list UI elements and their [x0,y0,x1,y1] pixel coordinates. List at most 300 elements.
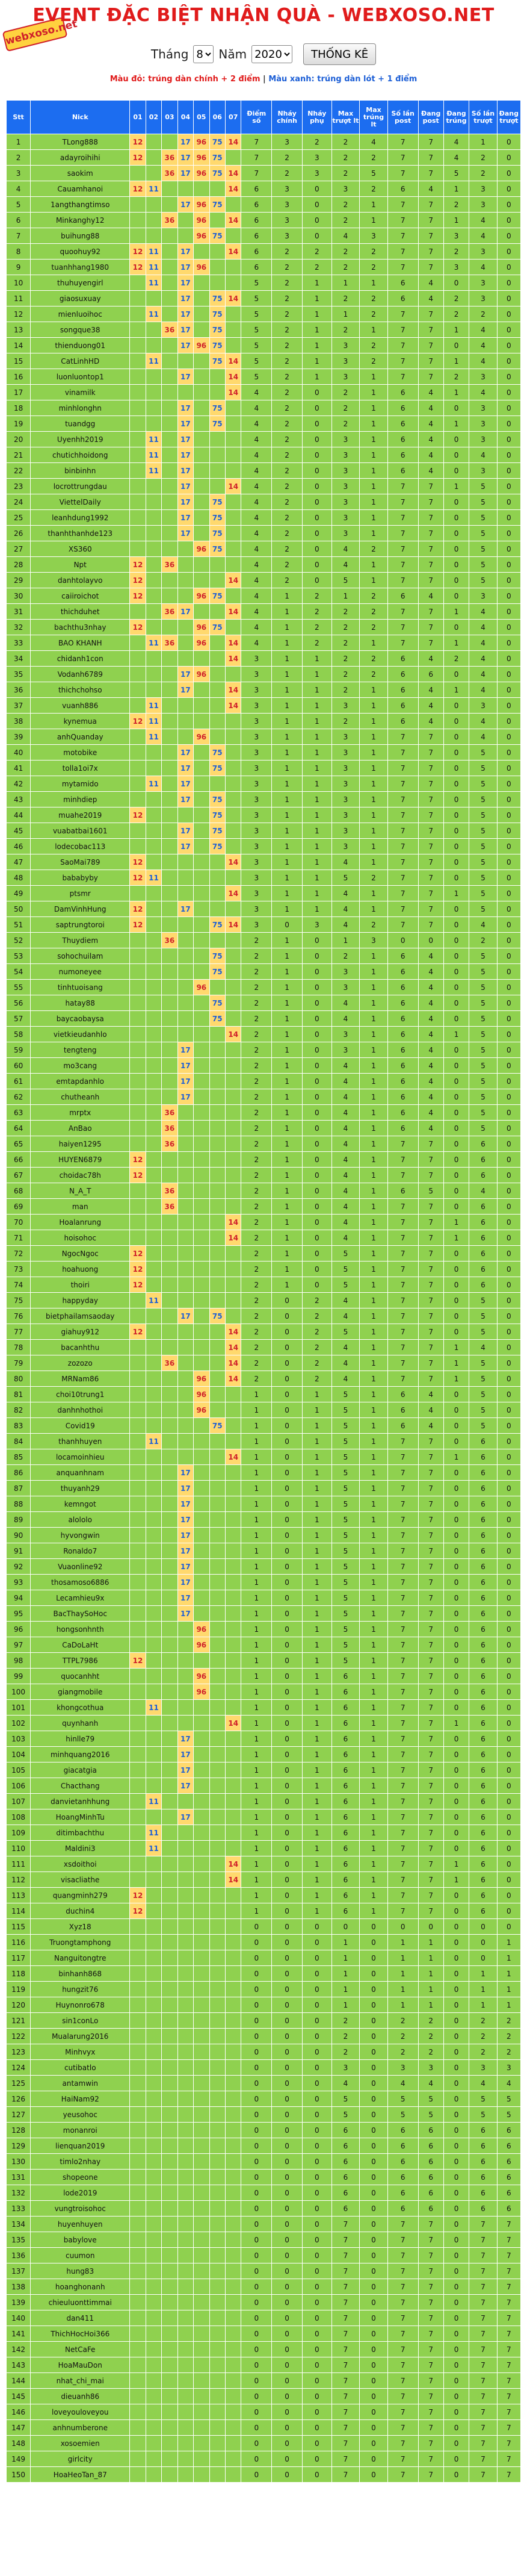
day-hit-cell [162,2420,177,2436]
nick-cell[interactable]: DamVinhHung [31,901,130,917]
day-hit-cell [130,2342,146,2357]
row-index: 112 [7,1872,31,1888]
nick-cell[interactable]: giacatgia [31,1762,130,1778]
nick-cell[interactable]: Hoalanrung [31,1215,130,1230]
month-select[interactable] [193,45,214,63]
day-hit-cell [225,2279,241,2295]
nick-cell[interactable]: locrottrungdau [31,479,130,494]
nick-cell[interactable]: quoohuy92 [31,244,130,260]
nick-cell[interactable]: CatLinhHD [31,353,130,369]
stat-cell: 0 [360,2154,388,2170]
stat-cell: 0 [443,275,469,291]
nick-cell[interactable]: hoanghonanh [31,2279,130,2295]
nick-cell[interactable]: songque38 [31,322,130,338]
table-row [7,964,521,980]
year-select[interactable] [251,45,292,63]
nick-cell[interactable]: TLong888 [31,134,130,150]
table-row [7,2342,521,2357]
stat-cell: 1 [303,1809,332,1825]
nick-cell[interactable]: duchin4 [31,1903,130,1919]
nick-cell[interactable]: muahe2019 [31,807,130,823]
stat-cell: 0 [497,1011,520,1027]
day-hit-cell [146,2154,161,2170]
nick-cell[interactable]: chieuluonttimmai [31,2295,130,2310]
stat-cell: 2 [272,463,303,479]
nick-cell[interactable]: leanhdung1992 [31,510,130,526]
nick-cell[interactable]: visacliathe [31,1872,130,1888]
nick-cell[interactable]: minhdiep [31,792,130,807]
stat-cell: 7 [387,1277,418,1293]
stat-cell: 4 [418,588,443,604]
nick-cell[interactable]: HoaMauDon [31,2357,130,2373]
nick-cell[interactable]: ditimbachthu [31,1825,130,1841]
stat-cell: 6 [331,1809,360,1825]
stat-cell: 0 [241,2467,272,2483]
row-index: 121 [7,2013,31,2029]
stat-cell: 6 [469,1152,498,1168]
nick-cell[interactable]: MRNam86 [31,1371,130,1387]
nick-cell[interactable]: Nanguitongtre [31,1950,130,1966]
nick-cell[interactable]: mienluoihoc [31,306,130,322]
nick-cell[interactable]: Xyz18 [31,1919,130,1935]
day-hit-cell: 14 [225,385,241,400]
nick-cell[interactable]: nhat_chi_mai [31,2373,130,2389]
nick-cell[interactable]: vinamilk [31,385,130,400]
stat-cell: 0 [443,1575,469,1590]
nick-cell[interactable]: XS360 [31,541,130,557]
day-hit-cell [146,1058,161,1074]
stat-cell: 3 [272,134,303,150]
row-index: 30 [7,588,31,604]
nick-cell[interactable]: choidac78h [31,1168,130,1183]
nick-cell[interactable]: tolla1oi7x [31,761,130,776]
nick-cell[interactable]: AnBao [31,1121,130,1136]
nick-cell[interactable]: tinhtuoisang [31,980,130,995]
stat-cell: 6 [387,432,418,447]
nick-cell[interactable]: vietkieudanhlo [31,1027,130,1042]
nick-cell[interactable]: loveyouloveyou [31,2404,130,2420]
stat-cell: 5 [469,2107,498,2123]
nick-cell[interactable]: mrptx [31,1105,130,1121]
nick-cell[interactable]: Cauamhanoi [31,181,130,197]
nick-cell[interactable]: Huynonro678 [31,1997,130,2013]
day-hit-cell [146,1856,161,1872]
stat-cell: 3 [331,745,360,761]
day-hit-cell: 17 [177,761,193,776]
nick-cell[interactable]: vuanh886 [31,698,130,714]
day-hit-cell [162,1434,177,1449]
nick-cell[interactable]: thienduong01 [31,338,130,353]
day-hit-cell [225,2310,241,2326]
nick-cell[interactable]: lode2019 [31,2185,130,2201]
nick-cell[interactable]: hinlle79 [31,1731,130,1747]
nick-cell[interactable]: sin1conLo [31,2013,130,2029]
stat-cell: 1 [303,1700,332,1716]
stat-cell: 0 [497,1183,520,1199]
nick-cell[interactable]: alololo [31,1512,130,1528]
table-row [7,1935,521,1950]
day-hit-cell: 75 [209,526,225,541]
nick-cell[interactable]: anhQuanday [31,729,130,745]
day-hit-cell [130,1684,146,1700]
day-hit-cell [146,1074,161,1089]
nick-cell[interactable]: luonluontop1 [31,369,130,385]
nick-cell[interactable]: ViettelDaily [31,494,130,510]
nick-cell[interactable]: vuabatbai1601 [31,823,130,839]
nick-cell[interactable]: monanroi [31,2123,130,2138]
stat-cell: 7 [387,870,418,886]
nick-cell[interactable]: Uyenhh2019 [31,432,130,447]
stat-cell: 7 [418,573,443,588]
table-row [7,181,521,197]
stat-cell: 0 [497,1230,520,1246]
stat-cell: 6 [241,244,272,260]
nick-cell[interactable]: Truongtamphong [31,1935,130,1950]
nick-cell[interactable]: Npt [31,557,130,573]
stat-cell: 0 [497,839,520,854]
nick-cell[interactable]: kynemua [31,714,130,729]
stat-cell: 1 [241,1809,272,1825]
nick-cell[interactable]: HoaHeoTan_87 [31,2467,130,2483]
row-index: 78 [7,1340,31,1355]
nick-cell[interactable]: lodecobac113 [31,839,130,854]
table-row [7,2326,521,2342]
nick-cell[interactable]: Maldini3 [31,1841,130,1856]
nick-cell[interactable]: khongcothua [31,1700,130,1716]
nick-cell[interactable]: locamoinhieu [31,1449,130,1465]
stat-cell: 7 [469,2420,498,2436]
nick-cell[interactable]: danvietanhhung [31,1794,130,1809]
nick-cell[interactable]: mo3cang [31,1058,130,1074]
stat-cell: 2 [443,651,469,667]
stat-cell: 7 [418,353,443,369]
row-index: 19 [7,416,31,432]
day-hit-cell [225,541,241,557]
nick-cell[interactable]: chidanh1con [31,651,130,667]
nick-cell[interactable]: thanhthanhde123 [31,526,130,541]
day-hit-cell [146,1935,161,1950]
nick-cell[interactable]: Mualarung2016 [31,2029,130,2044]
day-hit-cell [194,557,209,573]
nick-cell[interactable]: baycaobaysa [31,1011,130,1027]
stat-cell: 0 [241,1982,272,1997]
nick-cell[interactable]: hoisohoc [31,1230,130,1246]
nick-cell[interactable]: NetCaFe [31,2342,130,2357]
stat-cell: 6 [469,1700,498,1716]
nick-cell[interactable]: thosamoso6886 [31,1575,130,1590]
row-index: 53 [7,948,31,964]
row-index: 23 [7,479,31,494]
nick-cell[interactable]: tuandgg [31,416,130,432]
stat-cell: 7 [418,2217,443,2232]
stat-cell: 7 [418,2373,443,2389]
nick-cell[interactable]: quocanhht [31,1669,130,1684]
nick-cell[interactable]: bababyby [31,870,130,886]
nick-cell[interactable]: lienquan2019 [31,2138,130,2154]
stat-cell: 7 [387,792,418,807]
nick-cell[interactable]: Vodanh6789 [31,667,130,682]
stat-cell: 0 [360,2310,388,2326]
day-hit-cell: 14 [225,1872,241,1888]
stat-cell: 0 [443,1950,469,1966]
nick-cell[interactable]: anhnumberone [31,2420,130,2436]
nick-cell[interactable]: antamwin [31,2076,130,2091]
day-hit-cell [209,2232,225,2248]
stat-cell: 0 [443,933,469,948]
stat-cell: 5 [469,839,498,854]
day-hit-cell [177,2138,193,2154]
stat-cell: 2 [303,244,332,260]
stat-cell: 0 [443,1308,469,1324]
day-hit-cell [130,839,146,854]
nick-cell[interactable]: motobike [31,745,130,761]
day-hit-cell [162,2404,177,2420]
nick-cell[interactable]: anquanhnam [31,1465,130,1481]
nick-cell[interactable]: giangmobile [31,1684,130,1700]
day-hit-cell [225,447,241,463]
stat-cell: 3 [469,400,498,416]
stat-cell: 7 [497,2357,520,2373]
nick-cell[interactable]: mytamido [31,776,130,792]
nick-cell[interactable]: hatay88 [31,995,130,1011]
nick-cell[interactable]: huyenhuyen [31,2217,130,2232]
stat-cell: 1 [360,1559,388,1575]
nick-cell[interactable]: bachthu3nhay [31,620,130,635]
nick-cell[interactable]: Lecamhieu9x [31,1590,130,1606]
nick-cell[interactable]: numoneyee [31,964,130,980]
nick-cell[interactable]: haiyen1295 [31,1136,130,1152]
nick-cell[interactable]: giaosuxuay [31,291,130,306]
nick-cell[interactable]: xosoemien [31,2436,130,2451]
nick-cell[interactable]: tengteng [31,1042,130,1058]
day-hit-cell [194,1042,209,1058]
table-row [7,557,521,573]
day-hit-cell [225,1136,241,1152]
nick-cell[interactable]: HUYEN6879 [31,1152,130,1168]
nick-cell[interactable]: minhlonghn [31,400,130,416]
nick-cell[interactable]: giahuy912 [31,1324,130,1340]
nick-cell[interactable]: man [31,1199,130,1215]
day-hit-cell [162,2107,177,2123]
stat-cell: 0 [360,2389,388,2404]
stat-cell: 4 [241,541,272,557]
nick-cell[interactable]: Thuydiem [31,933,130,948]
nick-cell[interactable]: danhtolayvo [31,573,130,588]
nick-cell[interactable]: shopeone [31,2170,130,2185]
stat-cell: 6 [331,1778,360,1794]
nick-cell[interactable]: thanhhuyen [31,1434,130,1449]
stat-cell: 0 [497,166,520,181]
nick-cell[interactable]: 1angthangtimso [31,197,130,213]
nick-cell[interactable]: HaiNam92 [31,2091,130,2107]
stat-cell: 0 [303,2170,332,2185]
nick-cell[interactable]: bietphailamsaoday [31,1308,130,1324]
submit-stats-button[interactable]: THỐNG KÊ [303,43,376,65]
row-index: 4 [7,181,31,197]
day-hit-cell: 96 [194,150,209,166]
table-row [7,1606,521,1622]
day-hit-cell [177,541,193,557]
nick-cell[interactable]: thichduhet [31,604,130,620]
nick-cell[interactable]: saptrungtoroi [31,917,130,933]
day-hit-cell [177,228,193,244]
stat-cell: 0 [497,244,520,260]
nick-cell[interactable]: thuyanh29 [31,1481,130,1496]
nick-cell[interactable]: CaDoLaHt [31,1637,130,1653]
stat-cell: 6 [469,1215,498,1230]
day-hit-cell [225,1731,241,1747]
nick-cell[interactable]: Ronaldo7 [31,1543,130,1559]
day-hit-cell [130,1215,146,1230]
stat-cell: 0 [443,901,469,917]
stat-cell: 3 [303,150,332,166]
stat-cell: 4 [331,1183,360,1199]
nick-cell[interactable]: saokim [31,166,130,181]
nick-cell[interactable]: BacThaySoHoc [31,1606,130,1622]
day-hit-cell [225,995,241,1011]
nick-cell[interactable]: hyvongwin [31,1528,130,1543]
day-hit-cell [177,1888,193,1903]
stat-cell: 3 [469,275,498,291]
nick-cell[interactable]: caiiroichot [31,588,130,604]
nick-cell[interactable]: xsdoithoi [31,1856,130,1872]
stat-cell: 0 [241,2420,272,2436]
day-hit-cell [162,400,177,416]
stat-cell: 7 [418,1543,443,1559]
day-hit-cell: 17 [177,604,193,620]
day-hit-cell [130,1136,146,1152]
table-row [7,2185,521,2201]
table-row [7,1575,521,1590]
stat-cell: 6 [387,2123,418,2138]
nick-cell[interactable]: sohochuilam [31,948,130,964]
nick-cell[interactable]: BAO KHANH [31,635,130,651]
nick-cell[interactable]: bacanhthu [31,1340,130,1355]
nick-cell[interactable]: quynhanh [31,1716,130,1731]
stat-cell: 2 [272,541,303,557]
nick-cell[interactable]: thichchohso [31,682,130,698]
stat-cell: 6 [331,1872,360,1888]
nick-cell[interactable]: happyday [31,1293,130,1308]
stat-cell: 0 [443,854,469,870]
stat-cell: 5 [331,1543,360,1559]
nick-cell[interactable]: zozozo [31,1355,130,1371]
stat-cell: 0 [303,1246,332,1262]
stat-cell: 0 [272,1997,303,2013]
nick-cell[interactable]: hung83 [31,2263,130,2279]
nick-cell[interactable]: minhquang2016 [31,1747,130,1762]
stat-cell: 4 [418,432,443,447]
day-hit-cell [162,2170,177,2185]
stat-cell: 7 [418,839,443,854]
stat-cell: 0 [443,1935,469,1950]
nick-cell[interactable]: dan411 [31,2310,130,2326]
stat-cell: 5 [241,306,272,322]
nick-cell[interactable]: cuumon [31,2248,130,2263]
stat-cell: 0 [443,964,469,980]
nick-cell[interactable]: binhanh868 [31,1966,130,1982]
stat-cell: 0 [272,1559,303,1575]
stat-cell: 6 [331,1794,360,1809]
stat-cell: 0 [497,557,520,573]
nick-cell[interactable]: kemngot [31,1496,130,1512]
stat-cell: 2 [360,353,388,369]
stat-cell: 7 [387,1434,418,1449]
nick-cell[interactable]: TTPL7986 [31,1653,130,1669]
nick-cell[interactable]: girlcity [31,2451,130,2467]
day-hit-cell [225,1669,241,1684]
stat-cell: 0 [443,1402,469,1418]
stat-cell: 1 [443,886,469,901]
nick-cell[interactable]: thuhuyengirl [31,275,130,291]
stat-cell: 6 [469,1168,498,1183]
row-index: 95 [7,1606,31,1622]
nick-cell[interactable]: thoiri [31,1277,130,1293]
nick-cell[interactable]: Minhvyx [31,2044,130,2060]
nick-cell[interactable]: SaoMai789 [31,854,130,870]
nick-cell[interactable]: Covid19 [31,1418,130,1434]
day-hit-cell [194,385,209,400]
nick-cell[interactable]: emtapdanhlo [31,1074,130,1089]
nick-cell[interactable]: Vuaonline92 [31,1559,130,1575]
nick-cell[interactable]: dieuanh86 [31,2389,130,2404]
nick-cell[interactable]: babylove [31,2232,130,2248]
day-hit-cell [146,933,161,948]
nick-cell[interactable]: hongsonhnth [31,1622,130,1637]
stat-cell: 1 [241,1669,272,1684]
stat-cell: 0 [303,2201,332,2217]
day-hit-cell [225,1481,241,1496]
stat-cell: 0 [272,1903,303,1919]
page-title: EVENT ĐẶC BIỆT NHẬN QUÀ - WEBXOSO.NET [32,5,495,26]
nick-cell[interactable]: HoangMinhTu [31,1809,130,1825]
nick-cell[interactable]: ptsmr [31,886,130,901]
nick-cell[interactable]: hoahuong [31,1262,130,1277]
stat-cell: 1 [303,1512,332,1528]
stat-cell: 4 [418,1074,443,1089]
day-hit-cell [162,1966,177,1982]
nick-cell[interactable]: quangminh279 [31,1888,130,1903]
nick-cell[interactable]: danhnhothoi [31,1402,130,1418]
nick-cell[interactable]: N_A_T [31,1183,130,1199]
nick-cell[interactable]: NgocNgoc [31,1246,130,1262]
nick-cell[interactable]: buihung88 [31,228,130,244]
stat-cell: 1 [360,1653,388,1669]
nick-cell[interactable]: chutheanh [31,1089,130,1105]
nick-cell[interactable]: yeusohoc [31,2107,130,2123]
nick-cell[interactable]: cutibatlo [31,2060,130,2076]
day-hit-cell [209,2420,225,2436]
nick-cell[interactable]: tuanhhang1980 [31,260,130,275]
nick-cell[interactable]: ThichHocHoi366 [31,2326,130,2342]
stat-cell: 1 [360,1512,388,1528]
nick-cell[interactable]: vungtroisohoc [31,2201,130,2217]
table-row [7,1543,521,1559]
nick-cell[interactable]: adayroihihi [31,150,130,166]
stat-cell: 5 [241,275,272,291]
day-hit-cell [162,416,177,432]
nick-cell[interactable]: binbinhn [31,463,130,479]
nick-cell[interactable]: Minkanghy12 [31,213,130,228]
stat-cell: 0 [272,1669,303,1684]
stat-cell: 0 [497,1512,520,1528]
nick-cell[interactable]: timlo2nhay [31,2154,130,2170]
nick-cell[interactable]: chutichhoidong [31,447,130,463]
table-row [7,1825,521,1841]
nick-cell[interactable]: hungzit76 [31,1982,130,1997]
nick-cell[interactable]: Chacthang [31,1778,130,1794]
nick-cell[interactable]: choi10trung1 [31,1387,130,1402]
